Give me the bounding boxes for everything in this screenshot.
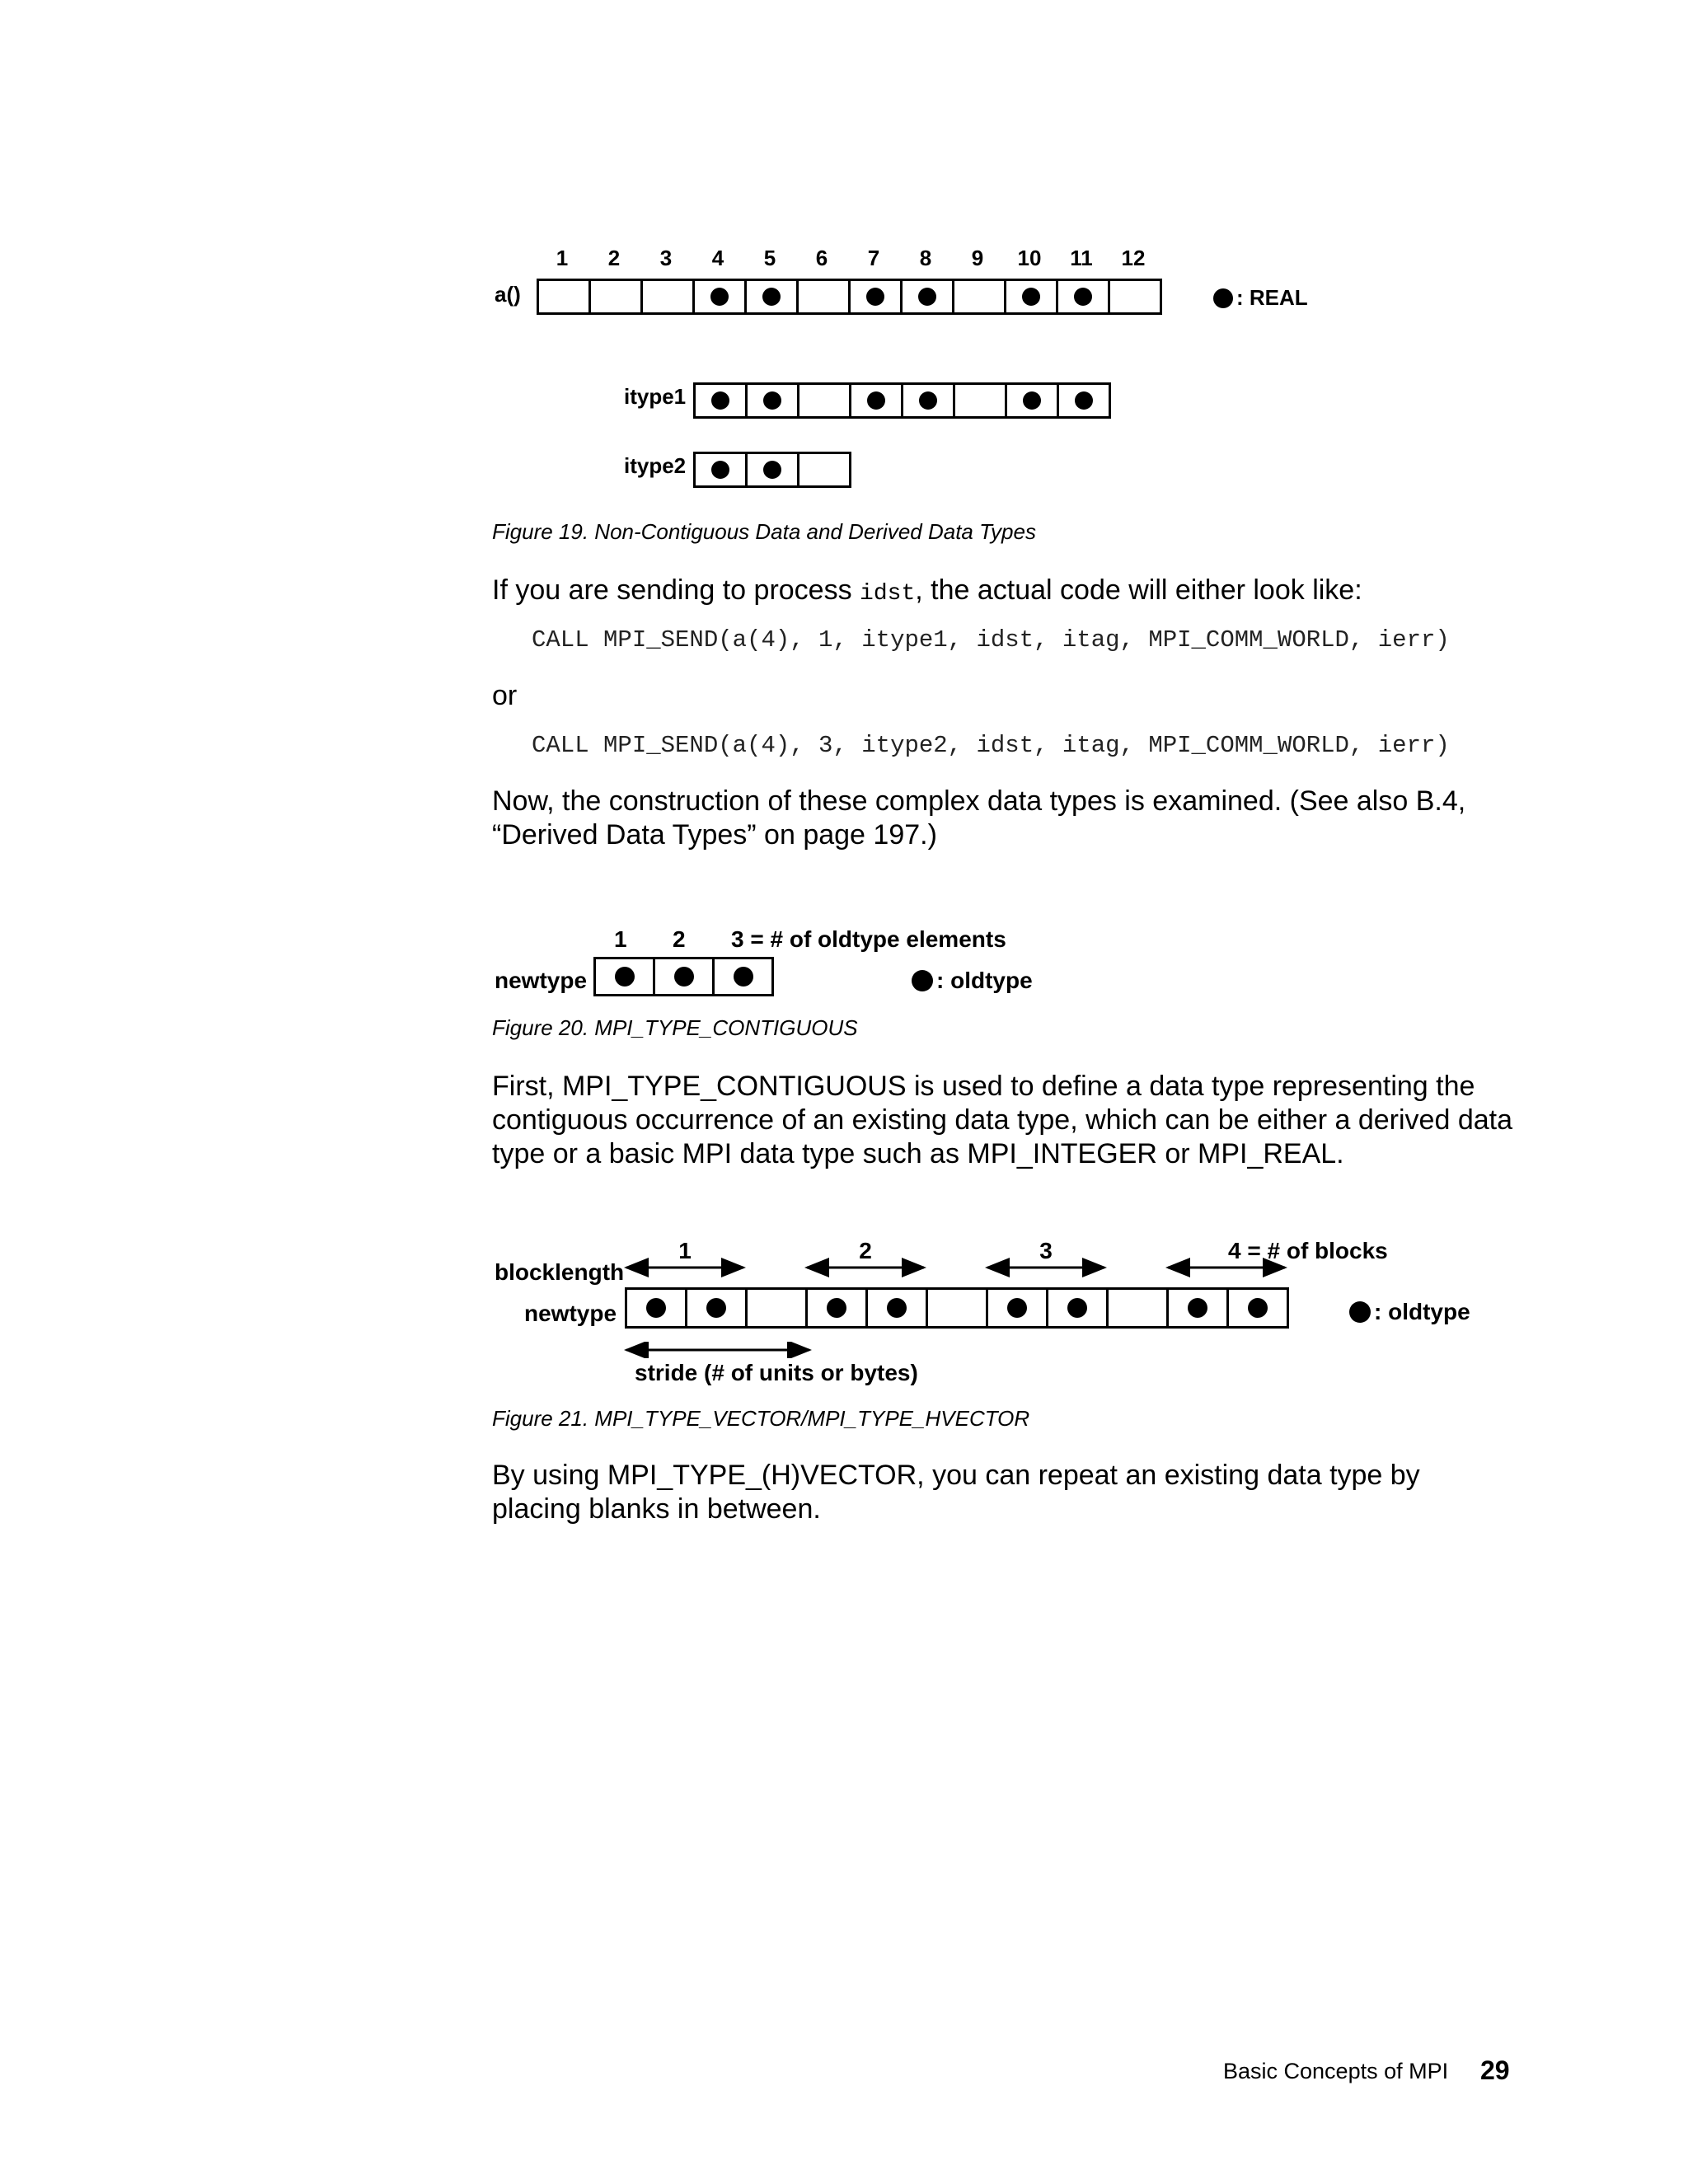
element-dot-icon xyxy=(919,391,937,410)
fig19-column-number: 6 xyxy=(815,246,828,270)
legend-dot-icon xyxy=(1213,288,1233,308)
element-dot-icon xyxy=(763,391,781,410)
array-cell xyxy=(808,1287,868,1329)
fig19-column-number: 7 xyxy=(867,246,880,270)
para-contiguous: First, MPI_TYPE_CONTIGUOUS is used to define a data type representing the contiguous occurrence of an existing data type, which can be either a derived data type or a basic MPI data type such as MPI_INTEGER or MPI_REAL. xyxy=(492,1071,1512,1169)
array-cell xyxy=(1110,279,1162,315)
fig19-legend-text: : REAL xyxy=(1236,285,1308,310)
fig20-legend xyxy=(912,968,1033,994)
element-dot-icon xyxy=(1022,288,1040,306)
array-cell xyxy=(655,957,715,996)
element-dot-icon xyxy=(867,391,885,410)
fig19-itype1-row xyxy=(693,382,1111,419)
element-dot-icon xyxy=(1248,1298,1268,1318)
fig19-column-number: 10 xyxy=(1017,246,1042,270)
para-hvector: By using MPI_TYPE_(H)VECTOR, you can repeat an existing data type by placing blanks in between. xyxy=(492,1460,1420,1525)
array-cell xyxy=(851,279,903,315)
array-cell xyxy=(591,279,643,315)
fig21-row xyxy=(625,1287,1289,1329)
fig19-array-label: a() xyxy=(495,282,521,307)
legend-dot-icon xyxy=(912,970,933,991)
fig21-block-number: 2 xyxy=(859,1238,872,1263)
fig20-number-2: 2 xyxy=(673,926,686,952)
fig19-column-number: 1 xyxy=(556,246,569,270)
fig19-column-numbers xyxy=(537,246,1163,272)
array-cell xyxy=(903,279,954,315)
fig21-blocklength-label: blocklength xyxy=(495,1259,625,1285)
array-cell xyxy=(903,382,955,419)
array-cell xyxy=(928,1287,988,1329)
element-dot-icon xyxy=(887,1298,907,1318)
fig21-stride-arrow xyxy=(623,1342,829,1358)
array-cell xyxy=(748,382,799,419)
para-send-intro xyxy=(492,574,1362,611)
element-dot-icon xyxy=(711,391,729,410)
array-cell xyxy=(868,1287,928,1329)
element-dot-icon xyxy=(763,461,781,479)
array-cell xyxy=(687,1287,748,1329)
array-cell xyxy=(1048,1287,1109,1329)
code-line-2: CALL MPI_SEND(a(4), 3, itype2, idst, itag, MPI_COMM_WORLD, ierr) xyxy=(532,732,1450,759)
fig20-number-1: 1 xyxy=(614,926,627,952)
element-dot-icon xyxy=(827,1298,846,1318)
element-dot-icon xyxy=(706,1298,726,1318)
array-cell xyxy=(955,382,1007,419)
para-construction: Now, the construction of these complex data types is examined. (See also B.4, “Derived Data Types” on page 197.) xyxy=(492,785,1466,851)
fig19-column-number: 12 xyxy=(1121,246,1146,270)
array-cell xyxy=(748,1287,808,1329)
array-cell xyxy=(799,279,851,315)
fig19-itype2-label: itype2 xyxy=(624,453,687,478)
array-cell xyxy=(696,452,748,488)
element-dot-icon xyxy=(1067,1298,1087,1318)
element-dot-icon xyxy=(1188,1298,1207,1318)
fig21-stride-label: stride (# of units or bytes) xyxy=(635,1360,918,1385)
fig19-column-number: 5 xyxy=(763,246,776,270)
element-dot-icon xyxy=(866,288,884,306)
array-cell xyxy=(1058,279,1110,315)
fig19-caption: Figure 19. Non-Contiguous Data and Derived Data Types xyxy=(492,519,1036,544)
element-dot-icon xyxy=(615,967,635,987)
element-dot-icon xyxy=(918,288,936,306)
fig19-column-number: 3 xyxy=(659,246,673,270)
fig20-row xyxy=(593,957,774,996)
para-send-intro-before: If you are sending to process xyxy=(492,574,860,606)
fig19-legend xyxy=(1213,285,1308,311)
footer-section: Basic Concepts of MPI xyxy=(1223,2059,1449,2083)
para-send-intro-code: idst xyxy=(860,581,916,607)
array-cell xyxy=(799,382,851,419)
array-cell xyxy=(539,279,591,315)
array-cell xyxy=(747,279,799,315)
code-line-1: CALL MPI_SEND(a(4), 1, itype1, idst, itag, MPI_COMM_WORLD, ierr) xyxy=(532,626,1450,654)
array-cell xyxy=(954,279,1006,315)
element-dot-icon xyxy=(1075,391,1093,410)
array-cell xyxy=(851,382,903,419)
para-send-intro-after: , the actual code will either look like: xyxy=(915,574,1362,606)
array-cell xyxy=(596,957,655,996)
fig19-itype2-row xyxy=(693,452,851,488)
legend-dot-icon xyxy=(1349,1301,1371,1323)
element-dot-icon xyxy=(1007,1298,1027,1318)
element-dot-icon xyxy=(646,1298,666,1318)
element-dot-icon xyxy=(710,288,729,306)
element-dot-icon xyxy=(711,461,729,479)
array-cell xyxy=(643,279,695,315)
array-cell xyxy=(1007,382,1059,419)
array-cell xyxy=(1006,279,1058,315)
array-cell xyxy=(627,1287,687,1329)
array-cell xyxy=(748,452,799,488)
fig20-legend-text: : oldtype xyxy=(936,968,1033,993)
array-cell xyxy=(1059,382,1111,419)
fig19-array-row xyxy=(537,279,1162,315)
fig21-caption: Figure 21. MPI_TYPE_VECTOR/MPI_TYPE_HVECTOR xyxy=(492,1406,1030,1431)
array-cell xyxy=(1169,1287,1229,1329)
or-text: or xyxy=(492,680,518,711)
element-dot-icon xyxy=(1074,288,1092,306)
fig19-column-number: 2 xyxy=(607,246,621,270)
array-cell xyxy=(695,279,747,315)
array-cell xyxy=(1109,1287,1169,1329)
fig19-column-number: 4 xyxy=(711,246,724,270)
fig19-column-number: 9 xyxy=(971,246,984,270)
fig20-caption: Figure 20. MPI_TYPE_CONTIGUOUS xyxy=(492,1015,858,1040)
element-dot-icon xyxy=(1023,391,1041,410)
fig21-block-number: 4 = # of blocks xyxy=(1228,1238,1388,1263)
fig20-number-3: 3 = # of oldtype elements xyxy=(731,926,1006,952)
fig21-row-label: newtype xyxy=(524,1301,617,1326)
element-dot-icon xyxy=(674,967,694,987)
array-cell xyxy=(715,957,774,996)
element-dot-icon xyxy=(762,288,781,306)
fig21-legend-text: : oldtype xyxy=(1374,1299,1470,1324)
array-cell xyxy=(1229,1287,1289,1329)
fig19-column-number: 8 xyxy=(919,246,932,270)
element-dot-icon xyxy=(734,967,753,987)
fig21-block-number: 1 xyxy=(678,1238,692,1263)
array-cell xyxy=(696,382,748,419)
fig21-legend xyxy=(1349,1299,1470,1325)
array-cell xyxy=(988,1287,1048,1329)
array-cell xyxy=(799,452,851,488)
fig21-block-number: 3 xyxy=(1039,1238,1053,1263)
fig19-column-number: 11 xyxy=(1070,246,1093,270)
fig19-itype1-label: itype1 xyxy=(624,384,687,409)
fig20-row-label: newtype xyxy=(495,968,588,993)
footer-page-number: 29 xyxy=(1480,2055,1510,2085)
